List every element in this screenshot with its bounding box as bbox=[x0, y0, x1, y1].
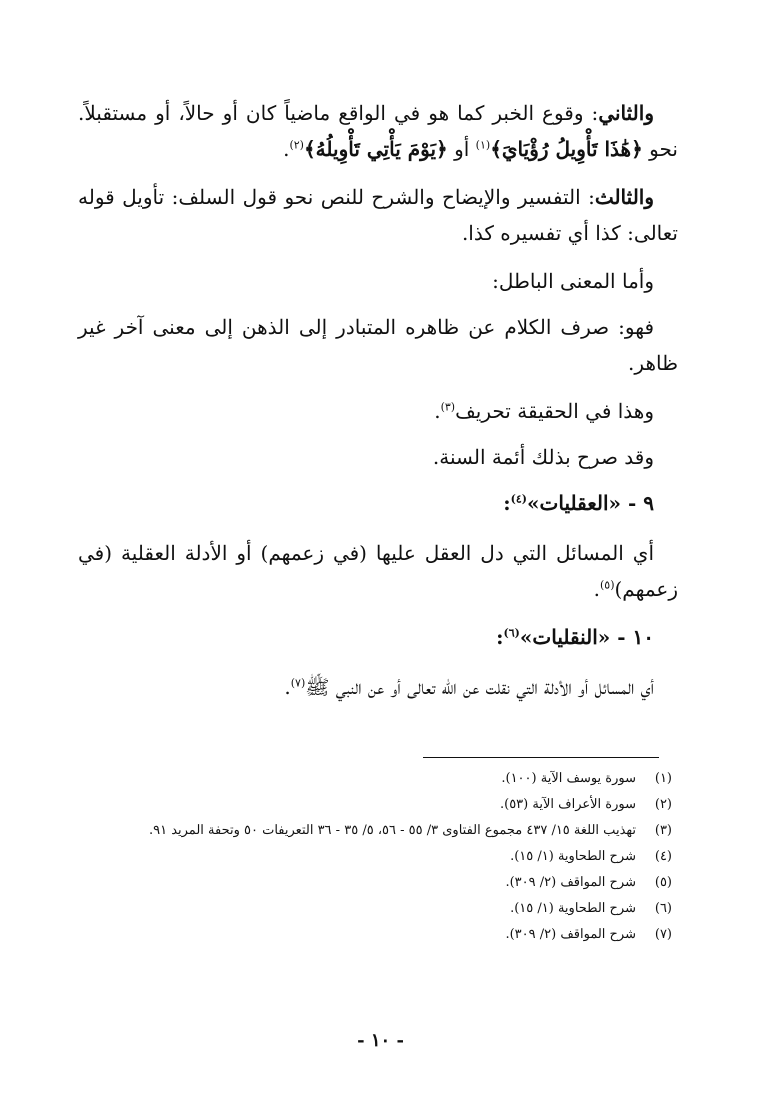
paragraph-third-meaning bbox=[78, 179, 678, 251]
page-number: - ١٠ - bbox=[357, 1030, 404, 1051]
footnote-text: سورة الأعراف الآية (٥٣). bbox=[499, 797, 636, 812]
footnote-number: (٧) bbox=[654, 927, 672, 942]
footnote-text: تهذيب اللغة ١٥/ ٤٣٧ مجموع الفتاوى ٣/ ٥٥ - ٥٦، ٥/ ٣٥ - ٣٦ التعريفات ٥٠ وتحفة المريد ٩١. bbox=[148, 823, 636, 838]
paragraph-text: فهو: صرف الكلام عن ظاهره المتبادر إلى الذهن إلى معنى آخر غير ظاهر. bbox=[78, 315, 678, 375]
footnote-text: شرح المواقف (٢/ ٣٠٩). bbox=[505, 927, 636, 942]
section-number: ٩ bbox=[643, 491, 654, 515]
paragraph-aqliyyat bbox=[78, 535, 678, 607]
quran-verse: ﴿هَٰذَا تَأْوِيلُ رُؤْيَايَ﴾ bbox=[490, 137, 643, 161]
paragraph-text: وهذا في الحقيقة تحريف bbox=[455, 399, 654, 423]
paragraph-second-meaning bbox=[78, 95, 678, 167]
paragraph-naqliyyat bbox=[78, 669, 678, 705]
section-number: ١٠ bbox=[632, 625, 654, 649]
footnote-item bbox=[84, 896, 676, 922]
footnote-text: سورة يوسف الآية (١٠٠). bbox=[501, 771, 636, 786]
paragraph-text: أو bbox=[447, 137, 476, 161]
footnote-number: (٦) bbox=[654, 901, 672, 916]
paragraph-definition bbox=[78, 309, 678, 381]
footnote-item bbox=[84, 818, 676, 844]
paragraph-text: وأما المعنى الباطل: bbox=[492, 269, 654, 293]
paragraph-text: : التفسير والإيضاح والشرح للنص نحو قول السلف: تأويل قوله تعالى: كذا أي تفسيره كذا. bbox=[78, 185, 678, 245]
paragraph-text: : وقوع الخبر كما هو في الواقع ماضياً كان أو حالاً، أو مستقبلاً. نحو bbox=[78, 101, 678, 161]
paragraph-text: أي المسائل أو الأدلة التي نقلت عن الله تعالى أو عن النبي ﷺ bbox=[305, 675, 654, 699]
paragraph-false-meaning bbox=[78, 263, 678, 299]
paragraph-lead: والثاني bbox=[598, 101, 654, 125]
paragraph-lead: والثالث bbox=[594, 185, 654, 209]
footnote-ref[interactable]: (٢) bbox=[289, 138, 304, 152]
footnotes bbox=[84, 766, 676, 948]
paragraph-end: . bbox=[593, 577, 600, 601]
section-colon: : bbox=[496, 625, 504, 649]
footnote-item bbox=[84, 844, 676, 870]
footnote-ref[interactable]: (٧) bbox=[290, 676, 306, 690]
paragraph-text: أي المسائل التي دل العقل عليها (في زعمهم) أو الأدلة العقلية (في زعمهم) bbox=[78, 541, 678, 601]
footnote-item bbox=[84, 922, 676, 948]
footnote-item bbox=[84, 766, 676, 792]
section-dash: - bbox=[610, 625, 633, 649]
section-title: «النقليات» bbox=[519, 625, 611, 649]
section-dash: - bbox=[621, 491, 644, 515]
paragraph-end: . bbox=[434, 399, 441, 423]
footnote-divider bbox=[423, 757, 659, 758]
footnote-number: (٢) bbox=[654, 797, 672, 812]
footnote-item bbox=[84, 792, 676, 818]
paragraph-sunnah bbox=[78, 439, 678, 475]
footnote-item bbox=[84, 870, 676, 896]
footnote-ref[interactable]: (١) bbox=[475, 138, 491, 152]
footnote-number: (٤) bbox=[654, 849, 672, 864]
footnote-text: شرح المواقف (٢/ ٣٠٩). bbox=[505, 875, 636, 890]
page-body bbox=[78, 95, 678, 717]
paragraph-tahrif bbox=[78, 393, 678, 429]
section-title: «العقليات» bbox=[527, 491, 622, 515]
footnote-number: (١) bbox=[654, 771, 672, 786]
footnote-ref[interactable]: (٥) bbox=[599, 578, 615, 592]
footnote-ref[interactable]: (٤) bbox=[510, 492, 528, 506]
paragraph-end: . bbox=[284, 675, 291, 699]
quran-verse: ﴿يَوْمَ يَأْتِي تَأْوِيلُهُ﴾ bbox=[303, 137, 448, 161]
section-colon: : bbox=[503, 491, 511, 515]
footnote-number: (٣) bbox=[654, 823, 672, 838]
footnote-number: (٥) bbox=[654, 875, 672, 890]
footnote-ref[interactable]: (٣) bbox=[440, 400, 456, 414]
paragraph-end: . bbox=[283, 137, 290, 161]
footnote-ref[interactable]: (٦) bbox=[503, 626, 520, 640]
footnote-text: شرح الطحاوية (١/ ١٥). bbox=[510, 901, 636, 916]
footnote-text: شرح الطحاوية (١/ ١٥). bbox=[510, 849, 636, 864]
section-heading-10 bbox=[78, 619, 678, 655]
section-heading-9 bbox=[78, 485, 678, 521]
paragraph-text: وقد صرح بذلك أئمة السنة. bbox=[432, 445, 654, 469]
